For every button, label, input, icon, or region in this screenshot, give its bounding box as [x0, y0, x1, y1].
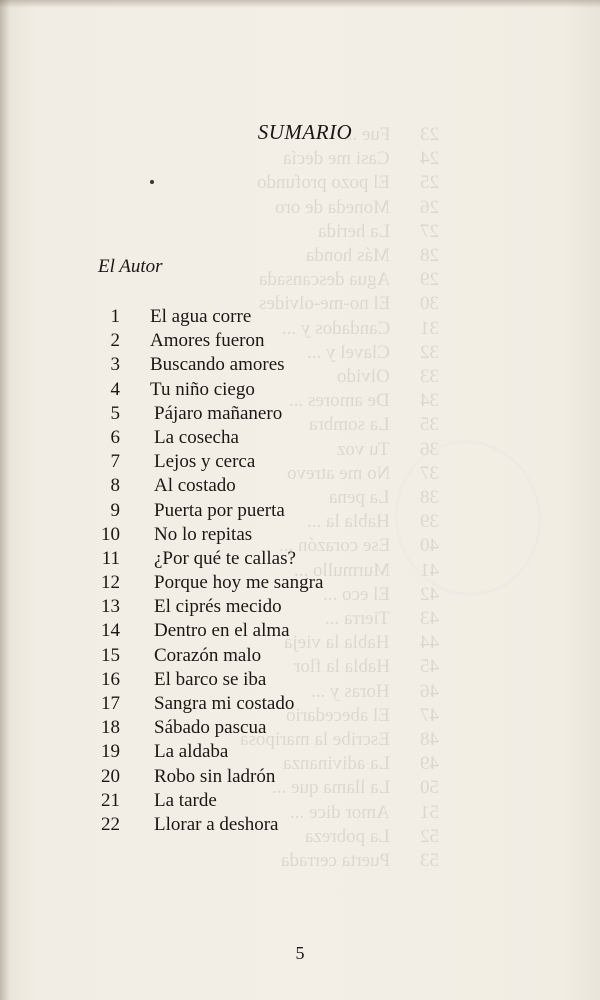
showthrough-title: La sombra: [309, 414, 390, 436]
entry-number: 17: [101, 693, 120, 714]
toc-entry: [0, 620, 600, 644]
entry-number: 14: [101, 620, 120, 642]
showthrough-title: De amores ...: [289, 390, 390, 412]
entry-title: Tu niño ciego: [150, 378, 255, 400]
entry-number: 9: [110, 499, 120, 521]
heading-text: SUMARIO: [257, 120, 353, 144]
showthrough-number: 30: [420, 293, 439, 315]
entry-title: Porque hoy me sangra: [154, 572, 324, 594]
showthrough-entry: [0, 197, 600, 221]
toc-entry: [0, 524, 600, 548]
showthrough-title: No me atrevo: [286, 462, 390, 484]
showthrough-number: 23: [420, 124, 439, 145]
entry-title: Corazón malo: [154, 644, 262, 666]
showthrough-entry: [0, 269, 600, 293]
top-edge-shadow: [0, 0, 600, 8]
entry-number: 8: [110, 475, 120, 497]
showthrough-title: Casi me decía: [283, 148, 390, 170]
toc-entry: [0, 427, 600, 451]
showthrough-title: Ese corazón ...: [278, 535, 390, 557]
entry-title: Amores fueron: [150, 330, 265, 352]
entry-title: La cosecha: [154, 426, 239, 448]
showthrough-title: Clavel y ...: [307, 341, 390, 363]
showthrough-number: 40: [420, 535, 439, 557]
entry-number: 6: [110, 426, 120, 448]
entry-title: No lo repitas: [154, 523, 253, 545]
showthrough-number: 45: [420, 656, 439, 678]
entry-title: ¿Por qué te callas?: [154, 547, 296, 569]
showthrough-title: Habla la ...: [307, 511, 390, 533]
showthrough-title: La llama que ...: [271, 777, 390, 799]
entry-title: La tarde: [154, 789, 217, 811]
toc-entry: [0, 693, 600, 717]
entry-number: 3: [110, 354, 120, 376]
toc-entry: [0, 814, 600, 838]
showthrough-number: 38: [420, 487, 439, 508]
showthrough-title: Escribe la mariposa: [240, 729, 390, 750]
toc-entry: [0, 645, 600, 669]
toc-entry: [0, 669, 600, 693]
toc-entry: [0, 717, 600, 741]
showthrough-title: El abecedario: [286, 704, 390, 726]
showthrough-title: Habla la flor: [293, 656, 390, 678]
showthrough-number: 52: [420, 825, 439, 847]
showthrough-number: 26: [420, 196, 439, 218]
entry-title: El ciprés mecido: [154, 596, 282, 618]
showthrough-number: 37: [420, 462, 439, 484]
entry-title: Llorar a deshora: [154, 813, 279, 835]
toc-entry: [0, 451, 600, 475]
showthrough-title: Murmullo ...: [293, 559, 390, 581]
showthrough-title: La adivinanza: [282, 753, 390, 775]
showthrough-title: La pobreza: [305, 825, 390, 847]
showthrough-title: La herida: [317, 220, 390, 242]
toc-entry: [0, 306, 600, 330]
entry-title: Buscando amores: [150, 354, 285, 376]
showthrough-number: 51: [420, 801, 439, 823]
toc-entry: [0, 741, 600, 765]
showthrough-title: Candados y ...: [281, 317, 390, 339]
showthrough-number: 48: [420, 729, 439, 750]
toc-entry: [0, 548, 600, 572]
showthrough-entry: [0, 850, 600, 874]
toc-entry: [0, 596, 600, 620]
showthrough-entry: [0, 245, 600, 269]
showthrough-title: El pozo profundo: [257, 172, 390, 194]
showthrough-number: 53: [420, 850, 439, 871]
toc-entry: [0, 790, 600, 814]
showthrough-number: 39: [420, 511, 439, 533]
entry-number: 20: [101, 765, 120, 787]
showthrough-number: 27: [420, 220, 439, 242]
showthrough-title: La pena: [329, 487, 390, 508]
entry-number: 15: [101, 644, 120, 666]
showthrough-number: 49: [420, 753, 439, 775]
entry-number: 4: [110, 378, 120, 400]
showthrough-title: Agua descansada: [258, 269, 390, 291]
entry-number: 11: [101, 547, 120, 569]
showthrough-number: 25: [420, 172, 439, 194]
entry-number: 16: [101, 668, 120, 690]
showthrough-title: Moneda de oro: [274, 196, 390, 218]
entry-title: Sangra mi costado: [154, 693, 295, 714]
showthrough-number: 44: [420, 632, 439, 654]
showthrough-title: Tierra ...: [325, 608, 390, 629]
entry-number: 1: [110, 306, 120, 327]
table-of-contents: [0, 306, 600, 838]
entry-number: 12: [101, 572, 120, 594]
entry-number: 19: [101, 741, 120, 763]
showthrough-number: 33: [420, 366, 439, 387]
entry-number: 22: [101, 813, 120, 835]
showthrough-number: 36: [420, 438, 439, 460]
entry-number: 18: [101, 717, 120, 739]
showthrough-number: 42: [420, 583, 439, 605]
showthrough-number: 24: [420, 148, 439, 170]
showthrough-title: Olvido: [337, 366, 390, 387]
ink-speck: [150, 180, 154, 184]
toc-entry: [0, 330, 600, 354]
showthrough-number: 29: [420, 269, 439, 291]
showthrough-number: 31: [420, 317, 439, 339]
showthrough-title: El eco ...: [322, 583, 390, 605]
showthrough-number: 35: [420, 414, 439, 436]
page-heading: [0, 120, 600, 145]
toc-entry: [0, 403, 600, 427]
showthrough-title: Amor dice ...: [290, 801, 390, 823]
entry-title: Robo sin ladrón: [154, 765, 276, 787]
entry-title: Puerta por puerta: [154, 499, 285, 521]
entry-title: Pájaro mañanero: [154, 402, 283, 424]
entry-number: 7: [110, 451, 120, 473]
toc-entry: [0, 500, 600, 524]
showthrough-title: Fue ...: [342, 124, 390, 145]
showthrough-title: Más honda: [306, 245, 390, 266]
showthrough-number: 41: [420, 559, 439, 581]
showthrough-title: El no-me-olvides: [258, 293, 390, 315]
showthrough-title: Horas y ...: [311, 680, 390, 702]
showthrough-number: 43: [420, 608, 439, 629]
toc-entry: [0, 572, 600, 596]
showthrough-title: Tu voz: [337, 438, 390, 460]
entry-title: El agua corre: [150, 306, 252, 327]
entry-number: 10: [101, 523, 120, 545]
toc-entry: [0, 766, 600, 790]
showthrough-title: Habla la vieja: [284, 632, 390, 654]
page-number: 5: [295, 943, 305, 963]
showthrough-entry: [0, 148, 600, 172]
showthrough-entry: [0, 221, 600, 245]
showthrough-number: 47: [420, 704, 439, 726]
showthrough-title: Puerta cerrada: [280, 850, 390, 871]
entry-number: 2: [110, 330, 120, 352]
toc-entry: [0, 379, 600, 403]
showthrough-number: 46: [420, 680, 439, 702]
entry-number: 21: [101, 789, 120, 811]
showthrough-entry: [0, 172, 600, 196]
entry-number: 5: [110, 402, 120, 424]
showthrough-number: 32: [420, 341, 439, 363]
entry-title: Dentro en el alma: [154, 620, 290, 642]
showthrough-number: 50: [420, 777, 439, 799]
entry-title: Lejos y cerca: [154, 451, 256, 473]
entry-title: El barco se iba: [154, 668, 267, 690]
section-label: El Autor: [98, 256, 163, 277]
entry-number: 13: [101, 596, 120, 618]
entry-title: Sábado pascua: [154, 717, 267, 739]
entry-title: Al costado: [154, 475, 236, 497]
showthrough-number: 34: [420, 390, 439, 412]
toc-entry: [0, 475, 600, 499]
toc-entry: [0, 354, 600, 378]
showthrough-number: 28: [420, 245, 439, 266]
entry-title: La aldaba: [154, 741, 229, 763]
